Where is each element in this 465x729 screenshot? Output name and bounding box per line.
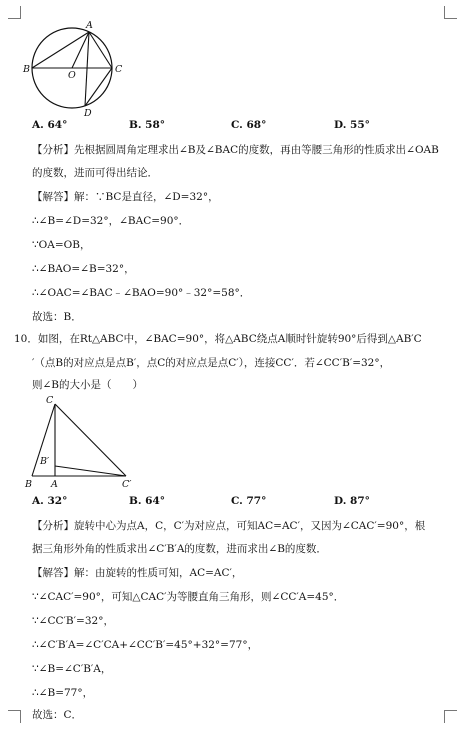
q10-step-3: ∵∠CC′B′=32°， [32, 615, 114, 627]
q9-step-3: ∵OA=OB， [32, 239, 91, 251]
q9-label-b: B [23, 64, 30, 75]
q9-step-5: ∴∠OAC=∠BAC﹣∠BAO=90°﹣32°=58°． [32, 287, 251, 299]
q10-stem-line-3: 则∠B的大小是（ ） [32, 379, 144, 391]
q10-analysis-line-2: 据三角形外角的性质求出∠C′B′A的度数，进而求出∠B的度数． [32, 543, 327, 555]
q10-option-d[interactable]: D. 87° [334, 495, 370, 507]
q9-option-b[interactable]: B. 58° [129, 119, 166, 131]
q9-segment-ac [89, 32, 112, 68]
q10-option-c[interactable]: C. 77° [231, 495, 267, 507]
q10-analysis-line-1: 【分析】旋转中心为点A，C，C′为对应点，可知AC=AC′，又因为∠CAC′=90°，根 [32, 520, 426, 532]
crop-mark-top-right [444, 6, 457, 19]
q10-label-b-prime: B′ [40, 456, 50, 467]
q9-step-4: ∴∠BAO=∠B=32°， [32, 263, 135, 275]
q9-solution-line-1: 【解答】解：∵BC是直径，∠D=32°， [32, 191, 219, 203]
crop-mark-top-left [8, 6, 21, 19]
q9-segment-ad [85, 32, 89, 106]
q10-step-2: ∵∠CAC′=90°，可知△CAC′为等腰直角三角形，则∠CC′A=45°． [32, 591, 345, 603]
q10-step-4: ∴∠C′B′A=∠C′CA+∠CC′B′=45°+32°=77°， [32, 639, 259, 651]
q9-analysis-line-1: 【分析】先根据圆周角定理求出∠B及∠BAC的度数，再由等腰三角形的性质求出∠OAB [32, 144, 439, 156]
q9-option-a[interactable]: A. 64° [32, 119, 68, 131]
q9-segment-cd [85, 68, 112, 106]
q9-label-c: C [115, 64, 123, 75]
q10-answer: 故选：C． [32, 709, 83, 721]
q10-solution-line-1: 【解答】解：由旋转的性质可知，AC=AC′， [32, 567, 243, 579]
crop-mark-bottom-left [8, 710, 21, 723]
crop-mark-bottom-right [444, 710, 457, 723]
q10-label-c-prime: C′ [122, 479, 132, 490]
q10-segment-b-prime-c-prime [55, 466, 126, 476]
q9-option-c[interactable]: C. 68° [231, 119, 267, 131]
q9-label-o: O [68, 70, 76, 81]
q10-option-a[interactable]: A. 32° [32, 495, 68, 507]
q9-option-d[interactable]: D. 55° [334, 119, 370, 131]
q10-triangle-figure [22, 392, 142, 492]
q9-analysis-line-2: 的度数，进而可得出结论． [32, 167, 158, 179]
q10-stem-line-2: ′（点B的对应点是点B′，点C的对应点是点C′），连接CC′．若∠CC′B′=32°， [32, 357, 391, 369]
q9-step-2: ∴∠B=∠D=32°，∠BAC=90°． [32, 215, 190, 227]
q10-segment-cc-prime [55, 404, 126, 476]
q9-answer: 故选：B． [32, 311, 82, 323]
q10-label-a: A [51, 479, 58, 490]
q9-circle-figure [22, 18, 152, 118]
q10-option-b[interactable]: B. 64° [129, 495, 166, 507]
q9-label-d: D [84, 108, 92, 118]
q10-label-b: B [25, 479, 32, 490]
q10-stem-line-1: 10．如图，在Rt△ABC中，∠BAC=90°，将△ABC绕点A顺时针旋转90°后得到△AB′C [14, 333, 422, 345]
q10-step-6: ∴∠B=77°， [32, 687, 94, 699]
q10-label-c: C [46, 395, 54, 406]
q10-step-5: ∵∠B=∠C′B′A， [32, 663, 112, 675]
q9-label-a: A [86, 20, 93, 31]
